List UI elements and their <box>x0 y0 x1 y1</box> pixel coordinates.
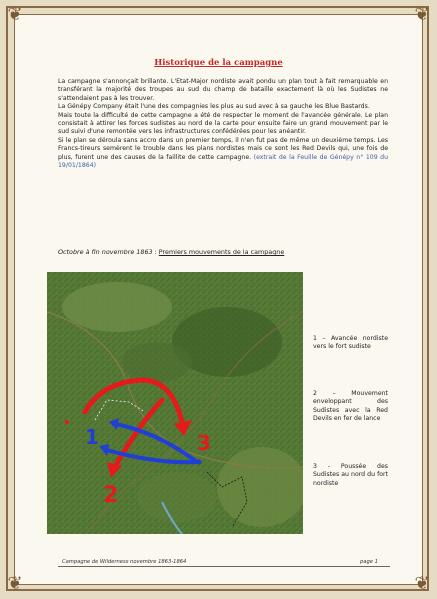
legend-item: 1 – Avancée nordiste vers le fort sudiste <box>313 335 388 351</box>
footer-campaign-name: Campagne de Wilderness novembre 1863-1864 <box>62 559 187 565</box>
corner-ornament-icon: ❦ <box>7 4 23 25</box>
paragraph <box>58 137 388 171</box>
subtitle-separator: : <box>152 248 159 256</box>
paragraph: Mais toute la difficulté de cette campagne a été de respecter le moment de l'avancée générale. Le plan consistait à attirer les forces sudistes au nord de la carte pour ensuite faire un grand mouvement par le sud suivi d'une remontée vers les infrastructures confédérées pour les anéantir. <box>58 111 388 136</box>
paragraph: La Génépy Company était l'une des compagnies les plus au sud avec à sa gauche les Blue Bastards. <box>58 103 370 111</box>
legend-item: 3 - Poussée des Sudistes au nord du fort nordiste <box>313 463 388 487</box>
history-text <box>58 78 388 170</box>
terrain-clearing <box>217 447 303 527</box>
corner-ornament-icon: ❦ <box>414 4 430 25</box>
map-image <box>47 272 303 534</box>
campaign-map <box>47 272 303 534</box>
period-date: Octobre à fin novembre 1863 <box>58 248 153 256</box>
source-link[interactable]: (extrait de la Feuille de Génépy n° 109 du 19/01/1864) <box>58 153 389 170</box>
terrain-hill <box>137 472 217 522</box>
terrain-clearing <box>62 282 172 332</box>
paragraph: La campagne s'annonçait brillante. L'Etat-Major nordiste avait pondu un plan tout à fait remarquable en transférant la majorité des troupes au sud du champ de bataille exactement là où les Sudistes ne s'attendaient pas à les trouver. <box>58 78 388 102</box>
terrain-hill <box>122 342 192 382</box>
map-label-3: 3 <box>197 431 211 455</box>
page-title: Historique de la campagne <box>154 58 283 68</box>
map-label-1: 1 <box>85 425 99 449</box>
corner-ornament-icon: ❦ <box>7 573 23 594</box>
map-label-2: 2 <box>103 483 119 508</box>
footer-page-number: page 1 <box>360 559 378 565</box>
paragraph-text: Si le plan se déroula sans accro dans un premier temps, il n'en fut pas de même un deuxième temps. Les Francs-tireurs semèrent le trouble dans les plans nordistes mais ce sont les Red Devils qui, une fois de plus, furent une des causes de la faillite de cette campagne. <box>58 136 388 161</box>
section-heading: Premiers mouvements de la campagne <box>158 248 285 256</box>
footer-rule <box>58 566 390 567</box>
corner-ornament-icon: ❦ <box>414 573 430 594</box>
legend-item: 2 – Mouvement enveloppant des Sudistes avec la Red Devils en fer de lance <box>313 390 388 423</box>
confederate-position-marker <box>65 420 69 424</box>
section-subtitle <box>58 248 284 256</box>
union-position-marker <box>197 460 202 465</box>
